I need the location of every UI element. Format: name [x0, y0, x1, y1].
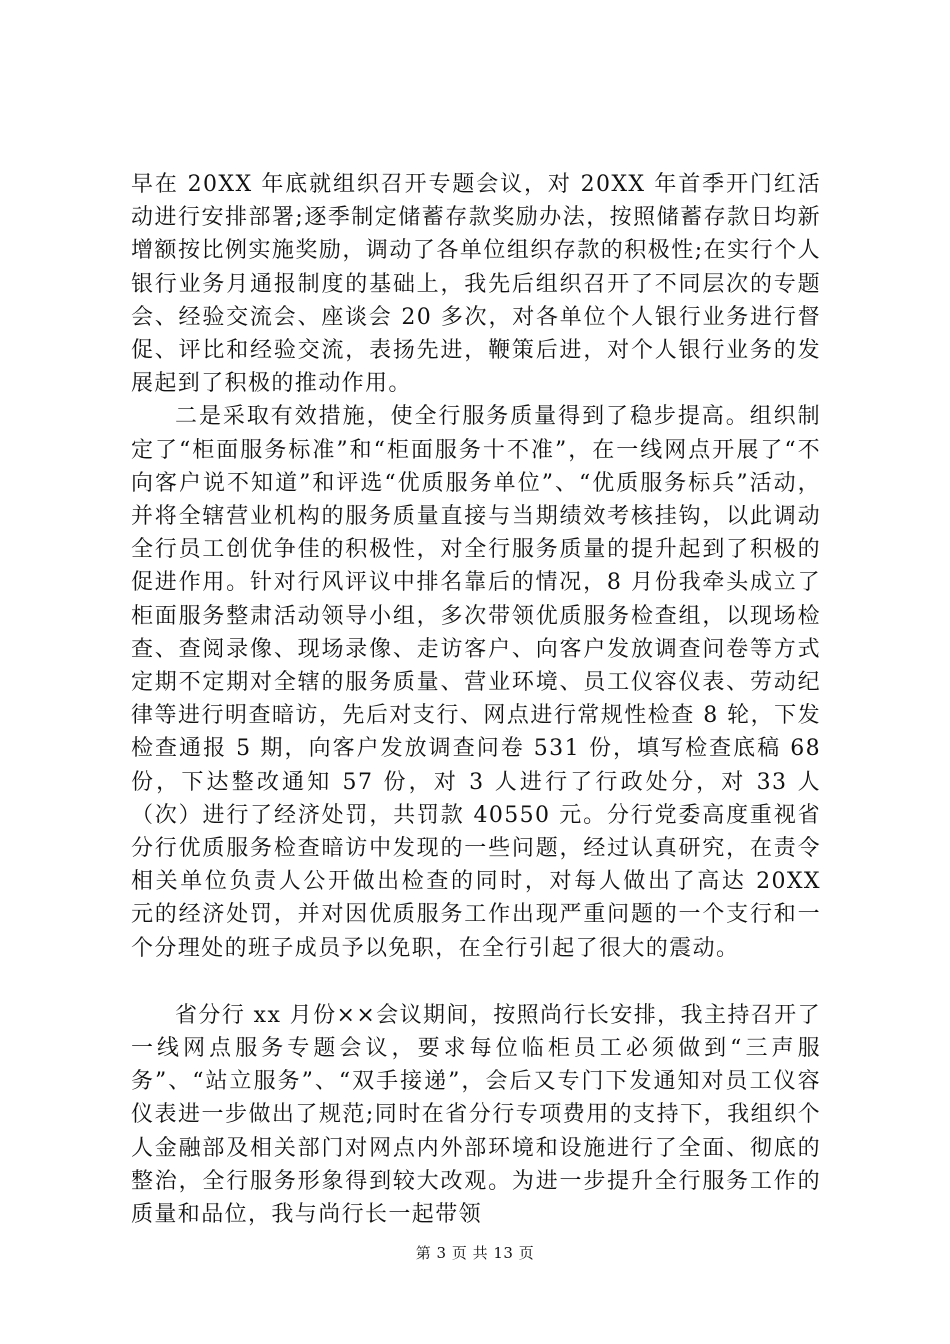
paragraph-2: 二是采取有效措施，使全行服务质量得到了稳步提高。组织制定了“柜面服务标准”和“柜面服务十不准”，在一线网点开展了“不向客户说不知道”和评选“优质服务单位”、“优质服务标兵”活动，并将全辖营业机构的服务质量直接与当期绩效考核挂钩，以此调动全行员工创优争佳的积极性，对全行服务质量的提升起到了积极的促进作用。针对行风评议中排名靠后的情况，8 月份我牵头成立了柜面服务整肃活动领导小组，多次带领优质服务检查组，以现场检查、查阅录像、现场录像、走访客户、向客户发放调查问卷等方式定期不定期对全辖的服务质量、营业环境、员工仪容仪表、劳动纪律等进行明查暗访，先后对支行、网点进行常规性检查 8 轮，下发检查通报 5 期，向客户发放调查问卷 531 份，填写检查底稿 68 份，下达整改通知 57 份，对 3 人进行了行政处分，对 33 人（次）进行了经济处罚，共罚款 40550 元。分行党委高度重视省分行优质服务检查暗访中发现的一些问题，经过认真研究，在责令相关单位负责人公开做出检查的同时，对每人做出了高达 20XX 元的经济处罚，并对因优质服务工作出现严重问题的一个支行和一个分理处的班子成员予以免职，在全行引起了很大的震动。	[131, 404, 821, 961]
paragraph-gap	[131, 965, 821, 999]
paragraph-1: 早在 20XX 年底就组织召开专题会议，对 20XX 年首季开门红活动进行安排部署;逐季制定储蓄存款奖励办法，按照储蓄存款日均新增额按比例实施奖励，调动了各单位组织存款的积极性;在实行个人银行业务月通报制度的基础上，我先后组织召开了不同层次的专题会、经验交流会、座谈会 20 多次，对各单位个人银行业务进行督促、评比和经验交流，表扬先进，鞭策后进，对个人银行业务的发展起到了积极的推动作用。	[131, 172, 821, 397]
document-body	[131, 168, 821, 1231]
page-number-footer: 第 3 页 共 13 页	[415, 1244, 535, 1262]
paragraph-3: 省分行 xx 月份××会议期间，按照尚行长安排，我主持召开了一线网点服务专题会议，要求每位临柜员工必须做到“三声服务”、“站立服务”、“双手接递”，会后又专门下发通知对员工仪容仪表进一步做出了规范;同时在省分行专项费用的支持下，我组织个人金融部及相关部门对网点内外部环境和设施进行了全面、彻底的整治，全行服务形象得到较大改观。为进一步提升全行服务工作的质量和品位，我与尚行长一起带领	[131, 1002, 821, 1228]
